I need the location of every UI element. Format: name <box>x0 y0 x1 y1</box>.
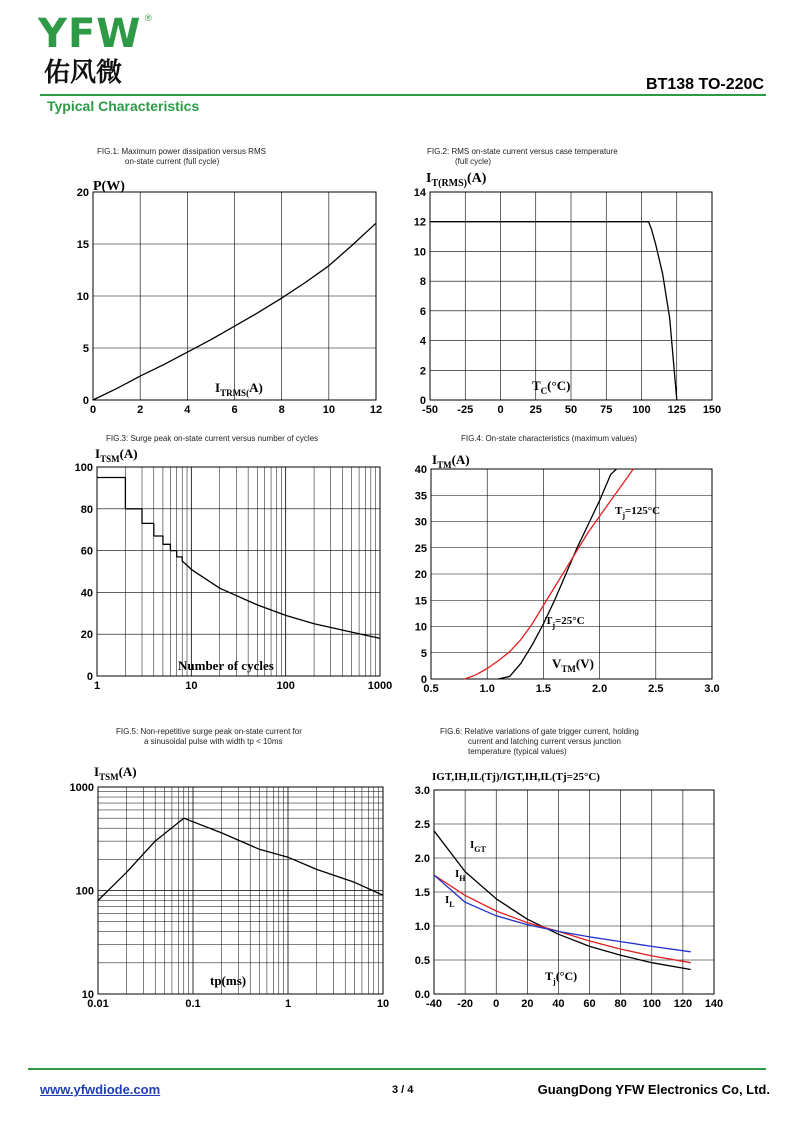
fig6-x-tick-label: 60 <box>583 998 596 1010</box>
fig4-annotation-tj25: $T_j=25^\circ C$ <box>545 615 585 630</box>
fig4-y-tick-label: 0 <box>420 674 427 686</box>
fig1-y-axis-title: P(W) <box>93 179 125 194</box>
fig5-caption-line: a sinusoidal pulse with width tp < 10ms <box>144 737 283 746</box>
fig6-chart <box>415 727 723 1010</box>
fig4-y-tick-label: 10 <box>414 621 427 634</box>
fig5-x-tick-label: 0.1 <box>185 998 201 1010</box>
company-name: GuangDong YFW Electronics Co, Ltd. <box>537 1082 770 1097</box>
fig4-y-tick-label: 15 <box>414 595 427 608</box>
fig2-y-tick-label: 12 <box>413 216 426 229</box>
fig4-x-tick-label: 2.5 <box>648 683 664 695</box>
fig2-x-tick-label: 0 <box>497 404 504 416</box>
fig2-x-tick-label: -25 <box>457 404 474 416</box>
fig2-y-tick-label: 8 <box>419 276 426 289</box>
fig1-x-tick-label: 2 <box>137 404 144 416</box>
fig6-y-tick-label: 2.0 <box>414 853 430 865</box>
section-title: Typical Characteristics <box>47 98 200 114</box>
fig6-y-tick-label: 1.5 <box>414 887 430 899</box>
fig4-chart <box>415 434 720 695</box>
fig2-y-tick-label: 6 <box>419 305 426 318</box>
fig6-annotation-igt: $I_{GT}$ <box>470 839 486 854</box>
fig2-y-tick-label: 4 <box>419 335 426 348</box>
fig1-x-tick-label: 8 <box>278 404 285 416</box>
fig4-x-tick-label: 2.0 <box>591 683 608 695</box>
fig6-annotation-ih: $I_H$ <box>455 868 466 883</box>
fig4-x-tick-label: 1.5 <box>535 683 552 695</box>
fig6-x-tick-label: 140 <box>704 998 724 1010</box>
fig2-caption-line: (full cycle) <box>455 157 492 166</box>
fig3-x-tick-label: 1 <box>93 680 101 692</box>
fig3-plot-area <box>97 467 380 676</box>
fig3-y-tick-label: 100 <box>74 462 93 474</box>
fig5-y-axis-title: $I_{TSM}(A)$ <box>94 764 137 782</box>
fig6-caption-line: temperature (typical values) <box>468 747 567 756</box>
fig5-x-tick-label: 0.01 <box>87 998 109 1010</box>
fig3-y-tick-label: 0 <box>86 671 93 683</box>
fig3-x-tick-label: 10 <box>185 680 198 692</box>
fig6-x-tick-label: 20 <box>521 998 534 1010</box>
fig4-x-tick-label: 3.0 <box>704 683 720 695</box>
fig3-y-tick-label: 60 <box>80 545 93 558</box>
fig6-x-axis-title: $T_j(^\circ C)$ <box>545 969 578 986</box>
fig6-caption-line: FIG.6: Relative variations of gate trigger current, holding <box>440 727 639 736</box>
fig4-caption-line: FIG.4: On-state characteristics (maximum values) <box>461 434 638 443</box>
fig5-x-tick-label: 1 <box>284 998 292 1010</box>
fig5-chart <box>70 727 390 1010</box>
fig4-x-axis-title: $V_{TM}(V)$ <box>552 656 594 674</box>
footer-divider <box>28 1068 766 1070</box>
fig2-x-axis-title: $T_C(^\circ C)$ <box>532 378 571 396</box>
fig4-x-tick-label: 1.0 <box>479 683 495 695</box>
fig6-y-axis-title: IGT,IH,IL(Tj)/IGT,IH,IL(Tj=25°C) <box>432 771 600 783</box>
fig6-annotation-il: $I_L$ <box>445 894 455 909</box>
fig6-x-tick-label: 100 <box>642 998 661 1010</box>
fig6-caption-line: current and latching current versus junction <box>468 737 621 746</box>
fig4-y-tick-label: 20 <box>414 569 427 581</box>
fig2-caption-line: FIG.2: RMS on-state current versus case temperature <box>427 147 618 156</box>
fig3-y-tick-label: 80 <box>80 503 93 516</box>
fig5-y-tick-label: 10 <box>81 989 94 1001</box>
fig6-y-tick-label: 0.5 <box>414 955 430 967</box>
fig6-y-tick-label: 2.5 <box>414 819 430 831</box>
fig3-x-tick-label: 1000 <box>367 680 393 692</box>
fig1-caption-line: FIG.1: Maximum power dissipation versus RMS <box>97 147 266 156</box>
fig4-x-tick-label: 0.5 <box>423 683 439 695</box>
fig3-x-axis-title: Number of cycles <box>178 658 274 673</box>
logo-wordmark: YFW <box>38 11 142 57</box>
fig6-x-tick-label: -20 <box>457 998 474 1010</box>
fig5-x-tick-label: 10 <box>376 998 390 1010</box>
fig1-x-tick-label: 6 <box>231 404 238 416</box>
fig1-y-tick-label: 15 <box>76 239 89 251</box>
fig2-x-tick-label: 25 <box>529 404 542 416</box>
fig2-y-axis-title: $I_{T(RMS)}(A)$ <box>426 171 487 189</box>
fig4-y-tick-label: 40 <box>414 464 427 476</box>
fig6-x-tick-label: 120 <box>673 998 693 1010</box>
fig6-y-tick-label: 1.0 <box>414 921 430 933</box>
fig4-y-tick-label: 35 <box>414 490 427 503</box>
fig3-y-tick-label: 20 <box>80 629 93 642</box>
fig6-x-tick-label: -40 <box>426 998 442 1010</box>
fig3-y-axis-title: $I_{TSM}(A)$ <box>95 446 138 464</box>
page-number: 3 / 4 <box>392 1084 414 1096</box>
fig2-x-tick-label: -50 <box>422 404 438 416</box>
fig4-y-tick-label: 5 <box>420 647 427 660</box>
fig6-x-tick-label: 40 <box>552 998 565 1010</box>
fig2-x-tick-label: 75 <box>600 404 613 416</box>
fig5-caption-line: FIG.5: Non-repetitive surge peak on-state current for <box>116 727 302 736</box>
fig3-y-tick-label: 40 <box>80 587 93 600</box>
fig6-x-tick-label: 80 <box>614 998 627 1010</box>
fig5-y-tick-label: 100 <box>75 885 94 898</box>
fig1-x-axis-title: $I_{TRMS(}A$) <box>215 380 263 398</box>
fig4-y-axis-title: $I_{TM}(A)$ <box>432 452 470 470</box>
fig6-y-tick-label: 3.0 <box>414 785 430 797</box>
fig2-y-tick-label: 14 <box>413 187 426 199</box>
fig2-x-tick-label: 100 <box>632 404 651 416</box>
fig1-x-tick-label: 4 <box>184 404 191 416</box>
fig4-y-tick-label: 25 <box>414 542 427 555</box>
fig3-x-tick-label: 100 <box>276 680 295 692</box>
fig2-y-tick-label: 2 <box>419 365 426 378</box>
fig2-y-tick-label: 10 <box>413 246 426 259</box>
website-link[interactable]: www.yfwdiode.com <box>40 1082 161 1097</box>
fig2-x-tick-label: 50 <box>564 404 578 416</box>
fig5-x-axis-title: tp(ms) <box>210 973 247 988</box>
fig1-x-tick-label: 12 <box>369 404 383 416</box>
registered-mark: ® <box>145 13 152 23</box>
fig6-y-tick-label: 0.0 <box>414 989 430 1001</box>
fig1-y-tick-label: 10 <box>76 291 89 303</box>
fig2-x-tick-label: 150 <box>702 404 722 416</box>
fig1-x-tick-label: 10 <box>322 404 335 416</box>
part-number: BT138 TO-220C <box>646 76 764 93</box>
fig2-x-tick-label: 125 <box>667 404 686 416</box>
fig6-x-tick-label: 0 <box>493 998 500 1010</box>
fig5-y-tick-label: 1000 <box>69 782 94 794</box>
fig1-y-tick-label: 0 <box>82 395 89 407</box>
fig2-y-tick-label: 0 <box>419 395 426 407</box>
fig4-y-tick-label: 30 <box>414 516 427 529</box>
fig1-y-tick-label: 20 <box>76 187 89 199</box>
fig4-annotation-tj125: $T_j=125^\circ C$ <box>615 505 661 520</box>
fig3-caption-line: FIG.3: Surge peak on-state current versus number of cycles <box>106 434 319 443</box>
fig1-x-tick-label: 0 <box>89 404 97 416</box>
fig3-chart <box>75 434 393 692</box>
logo-chinese-text: 佑风微 <box>44 58 123 88</box>
fig1-y-tick-label: 5 <box>82 343 89 355</box>
fig1-caption-line: on-state current (full cycle) <box>125 157 220 166</box>
